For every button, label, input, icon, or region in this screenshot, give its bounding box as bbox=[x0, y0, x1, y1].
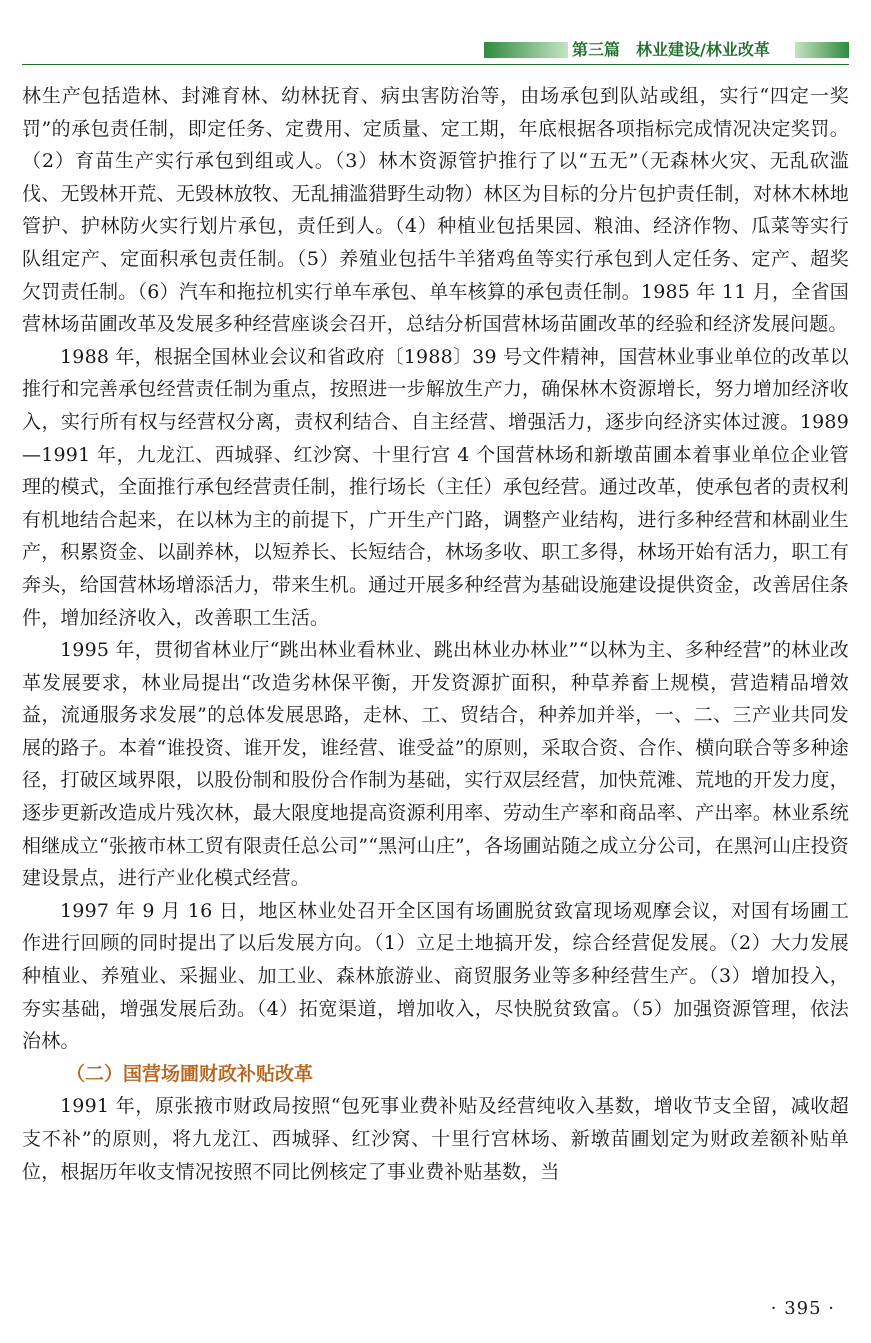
paragraph-continued: 林生产包括造林、封滩育林、幼林抚育、病虫害防治等，由场承包到队站或组，实行“四定一奖罚”的承包责任制，即定任务、定费用、定质量、定工期，年底根据各项指标完成情况决定奖罚。（2）育苗生产实行承包到组或人。（3）林木资源管护推行了以“五无”（无森林火灾、无乱砍滥伐、无毁林开荒、无毁林放牧、无乱捕滥猎野生动物）林区为目标的分片包护责任制，对林木林地管护、护林防火实行划片承包，责任到人。（4）种植业包括果园、粮油、经济作物、瓜菜等实行队组定产、定面积承包责任制。（5）养殖业包括牛羊猪鸡鱼等实行承包到人定任务、定产、超奖欠罚责任制。（6）汽车和拖拉机实行单车承包、单车核算的承包责任制。1985 年 11 月，全省国营林场苗圃改革及发展多种经营座谈会召开，总结分析国营林场苗圃改革的经验和经济发展问题。 bbox=[22, 85, 849, 336]
running-header bbox=[22, 38, 849, 62]
paragraph: 1995 年，贯彻省林业厅“跳出林业看林业、跳出林业办林业”“以林为主、多种经营”的林业改革发展要求，林业局提出“改造劣林保平衡，开发资源扩面积，种草养畜上规模，营造精品增效益，流通服务求发展”的总体发展思路，走林、工、贸结合，种养加并举，一、二、三产业共同发展的路子。本着“谁投资、谁开发，谁经营、谁受益”的原则，采取合资、合作、横向联合等多种途径，打破区域界限，以股份制和股份合作制为基础，实行双层经营，加快荒滩、荒地的开发力度，逐步更新改造成片残次林，最大限度地提高资源利用率、劳动生产率和商品率、产出率。林业系统相继成立“张掖市林工贸有限责任总公司”“黑河山庄”，各场圃站随之成立分公司，在黑河山庄投资建设景点，进行产业化模式经营。 bbox=[22, 639, 849, 890]
body-text bbox=[22, 80, 849, 1188]
paragraph: 1997 年 9 月 16 日，地区林业处召开全区国有场圃脱贫致富现场观摩会议，对国有场圃工作进行回顾的同时提出了以后发展方向。（1）立足土地搞开发，综合经营促发展。（2）大力发展种植业、养殖业、采掘业、加工业、森林旅游业、商贸服务业等多种经营生产。（3）增加投入，夯实基础，增强发展后劲。（4）拓宽渠道，增加收入，尽快脱贫致富。（5）加强资源管理，依法治林。 bbox=[22, 899, 849, 1053]
section-heading: （二）国营场圃财政补贴改革 bbox=[66, 1062, 314, 1085]
paragraph: 1988 年，根据全国林业会议和省政府〔1988〕39 号文件精神，国营林业事业单位的改革以推行和完善承包经营责任制为重点，按照进一步解放生产力，确保林木资源增长，努力增加经济收入，实行所有权与经营权分离，责权利结合、自主经营、增强活力，逐步向经济实体过渡。1989—1991 年，九龙江、西城驿、红沙窝、十里行宫 4 个国营林场和新墩苗圃本着事业单位企业管理的模式，全面推行承包经营责任制，推行场长（主任）承包经营。通过改革，使承包者的责权利有机地结合起来，在以林为主的前提下，广开生产门路，调整产业结构，进行多种经营和林副业生产，积累资金、以副养林，以短养长、长短结合，林场多收、职工多得，林场开始有活力，职工有奔头，给国营林场增添活力，带来生机。通过开展多种经营为基础设施建设提供资金，改善居住条件，增加经济收入，改善职工生活。 bbox=[22, 345, 849, 629]
header-decor-bar-left bbox=[484, 42, 568, 58]
header-decor-bar-right bbox=[795, 42, 849, 58]
page-number: · 395 · bbox=[770, 1298, 835, 1319]
paragraph: 1991 年，原张掖市财政局按照“包死事业费补贴及经营纯收入基数，增收节支全留，减收超支不补”的原则，将九龙江、西城驿、红沙窝、十里行宫林场、新墩苗圃划定为财政差额补贴单位，根据历年收支情况按照不同比例核定了事业费补贴基数，当 bbox=[22, 1095, 849, 1183]
header-rule bbox=[22, 64, 849, 65]
header-title: 第三篇 林业建设/林业改革 bbox=[572, 40, 770, 59]
